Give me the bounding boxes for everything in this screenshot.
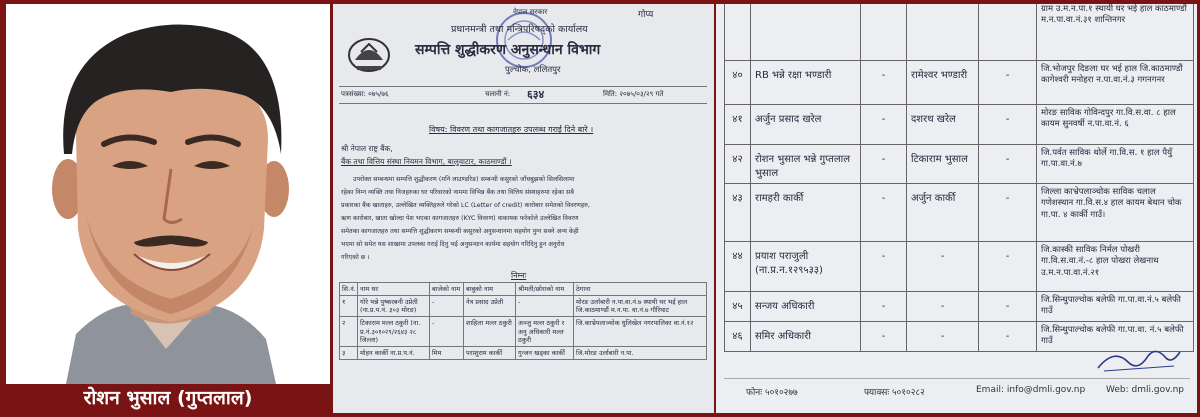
- row-number: ४१: [725, 105, 751, 145]
- row-father: टिकाराम भुसाल: [907, 145, 979, 184]
- row-father: अर्जुन कार्की: [907, 184, 979, 242]
- body-line: भएमा सो समेत यस शाखामा उपलब्ध गराई दिनु भई अनुसन्धान कार्यमा सहयोग गरिदिनु हुन अनुरोध: [341, 241, 565, 248]
- table-cell: टिकाराम मल्ल ठकुरी (ना. प्र.नं.३०१०२९/२६४३ २८ जिल्ला): [358, 317, 430, 346]
- row-father: [907, 4, 979, 61]
- footer-fax: फ्याक्सः ५०१०२८२: [864, 388, 925, 398]
- table-cell: २: [340, 317, 358, 346]
- table-header: बाबुको नाम: [464, 283, 516, 296]
- letter-table: [339, 282, 707, 360]
- row-spouse: -: [979, 292, 1037, 322]
- body-line: रहेका निम्न व्यक्ति तथा निजहरुका घर परिवारको नाममा विभिन्न बैंक तथा वित्तिय संस्थाहरुमा रहेका सबै: [341, 189, 574, 196]
- row-name: समिर अधिकारी: [751, 321, 861, 351]
- row-address: जि.भोजपुर दिङला घर भई हाल जि.काठमाण्डौं कागेश्वरी मनोहरा न.पा.वा.नं.३ गगनगनर: [1037, 61, 1194, 105]
- row-address: जिल्ला काभ्रेपलाञ्चोक साविक चलाल गणेशस्थान गा.वि.स.४ हाल कायम बेथान चोक गा.पा. ४ कार्की गाउँ।: [1037, 184, 1194, 242]
- table-header: नाम थर: [358, 283, 430, 296]
- row-spouse: [979, 4, 1037, 61]
- table-header: सि.नं.: [340, 283, 358, 296]
- row-grandfather: -: [861, 292, 907, 322]
- row-spouse: -: [979, 242, 1037, 292]
- row-grandfather: -: [861, 105, 907, 145]
- row-number: [725, 4, 751, 61]
- footer-rule: [724, 378, 1190, 379]
- table-cell: शाहिला मल्ल ठकुरी: [464, 317, 516, 346]
- table-cell: मोहन कार्की ना.प्र.प.नं.: [358, 346, 430, 359]
- table-cell: १: [340, 296, 358, 317]
- row-grandfather: -: [861, 321, 907, 351]
- row-number: ४३: [725, 184, 751, 242]
- body-line: उपरोक्त सम्बन्धमा सम्पत्ति शुद्धीकरण (मनि लाउण्डरिङ) सम्बन्धी कसुरको जाँचबुझको सिलसिलामा: [353, 176, 575, 183]
- table-row: [725, 105, 1194, 145]
- table-header: बाजेको नाम: [430, 283, 464, 296]
- table-row: [340, 296, 707, 317]
- row-spouse: -: [979, 61, 1037, 105]
- row-spouse: -: [979, 184, 1037, 242]
- table-cell: -: [516, 296, 574, 317]
- nepal-emblem-icon: [345, 32, 393, 74]
- office-location: पुल्चोक, ललितपुर: [505, 65, 561, 75]
- letter-panel: [333, 4, 714, 413]
- body-line: प्रकारका बैंक खाताहरु, उल्लेखित व्यक्तिहरुले गरेको LC (Letter of credit) कारोबार समेतको विवरणहरु,: [341, 202, 590, 209]
- row-grandfather: [861, 4, 907, 61]
- department-name: सम्पत्ति शुद्धीकरण अनुसन्धान विभाग: [415, 42, 601, 58]
- letter-subject: विषय: विवरण तथा कागजातहरु उपलब्ध गराई दिने बारे ।: [429, 125, 594, 134]
- row-grandfather: -: [861, 242, 907, 292]
- row-address: मोरङ साविक गोविन्दपुर गा.वि.स.वा. ८ हाल कायम सुनवर्षी न.पा.वा.नं. ६: [1037, 105, 1194, 145]
- row-spouse: -: [979, 321, 1037, 351]
- row-name: सन्जय अधिकारी: [751, 292, 861, 322]
- recipient-line-2: बैंक तथा वित्तिय संस्था नियमन विभाग, बालुवाटार, काठमाण्डौं ।: [341, 157, 512, 166]
- list-heading: निम्नः: [511, 271, 527, 280]
- portrait-photo: [6, 4, 330, 384]
- row-spouse: -: [979, 105, 1037, 145]
- office-name: प्रधानमन्त्री तथा मन्त्रिपरिषद्को कार्यालय: [451, 24, 588, 35]
- row-spouse: -: [979, 145, 1037, 184]
- table-cell: नेत्र प्रसाद उप्रेती: [464, 296, 516, 317]
- row-name: प्रयाश पराजुली (ना.प्र.न.१२९५३३): [751, 242, 861, 292]
- row-father: -: [907, 292, 979, 322]
- row-name: RB भन्ने रक्षा भण्डारी: [751, 61, 861, 105]
- dispatch-label: चलानी नं:: [485, 90, 511, 98]
- table-row: [725, 61, 1194, 105]
- row-father: -: [907, 321, 979, 351]
- table-cell: -: [430, 317, 464, 346]
- dispatch-number: ६३४: [527, 88, 545, 101]
- table-cell: ३: [340, 346, 358, 359]
- footer-email[interactable]: Email: info@dmli.gov.np: [976, 385, 1086, 395]
- gov-label: नेपाल सरकार: [513, 8, 548, 16]
- row-father: रामेश्वर भण्डारी: [907, 61, 979, 105]
- row-grandfather: -: [861, 61, 907, 105]
- table-cell: गुन्जन खड्का कार्की: [516, 346, 574, 359]
- table-cell: मिम: [430, 346, 464, 359]
- row-father: दशरथ खरेल: [907, 105, 979, 145]
- row-name: रोशन भुसाल भन्ने गुप्तलाल भुसाल: [751, 145, 861, 184]
- row-name: अर्जुन प्रसाद खरेल: [751, 105, 861, 145]
- table-cell: मोरङ उर्लाबारी न.पा.वा.नं.७ स्थायी घर भई हाल जि.काठमाण्डौं म.न.पा. वा.नं.७ गौरिघाट: [574, 296, 707, 317]
- row-address: ग्राम उ.म.न.पा.१ स्थायी घर भई हाल काठमाण्डौं म.न.पा.वा.नं.३१ शान्तिनगर: [1037, 4, 1194, 61]
- table-cell: अञ्जु मल्ल ठकुरी र अनु अधिकारी मल्ल ठकुरी: [516, 317, 574, 346]
- table-cell: पराशुराम कार्की: [464, 346, 516, 359]
- row-grandfather: -: [861, 145, 907, 184]
- table-cell: -: [430, 296, 464, 317]
- row-number: ४५: [725, 292, 751, 322]
- table-row: [725, 4, 1194, 61]
- suspect-list-table: [724, 4, 1194, 352]
- signature-icon: [1094, 344, 1184, 374]
- body-line: समेतका कागजातहरु तथा सम्पत्ति शुद्धीकरण सम्बन्धी कसुरको अनुसन्धानमा सहयोग पुग्न सक्ने अन्य केही: [341, 228, 579, 235]
- row-name: [751, 4, 861, 61]
- row-address: जि.पर्वत साविक थोर्ले गा.वि.स. १ हाल पैयुँ गा.पा.वा.नं.७: [1037, 145, 1194, 184]
- table-row: [340, 346, 707, 359]
- table-header: ठेगाना: [574, 283, 707, 296]
- portrait-panel: [6, 4, 330, 413]
- table-cell: जि.मोरङ उर्लाबारी न.पा.: [574, 346, 707, 359]
- portrait-caption: रोशन भुसाल (गुप्तलाल): [6, 384, 330, 413]
- confidential-mark: गोप्य: [638, 10, 654, 20]
- table-row: [340, 317, 707, 346]
- letter-number: पत्रसंख्या: ०७५/७६: [341, 90, 389, 98]
- table-header-row: [340, 283, 707, 296]
- table-header: श्रीमती/छोराको नाम: [516, 283, 574, 296]
- body-line: ऋण कारोबार, खाता खोल्दा पेश भएका कागजातहरु (KYC विवरण) वाकायक फरेकोले उल्लेखित विवरण: [341, 215, 579, 222]
- header-rule: [339, 86, 707, 87]
- row-address: जि.कास्की साविक निर्मल पोखरी गा.वि.स.वा.नं.-८ हाल पोखरा लेखनाथ उ.म.न.पा.वा.नं.२१: [1037, 242, 1194, 292]
- row-address: जि.सिन्धुपाल्चोक बलेफी गा.पा.वा. नं.५ बलेफी गाउँ: [1037, 321, 1194, 351]
- row-number: ४२: [725, 145, 751, 184]
- row-name: रामहरी कार्की: [751, 184, 861, 242]
- table-row: [725, 145, 1194, 184]
- table-cell: गोरे भन्ने पुष्करबनी उप्रेती (ना.प्र.प.नं. ३०३ मोरङ): [358, 296, 430, 317]
- letter-date: मिति: २०७५/०३/२९ गते: [603, 90, 664, 98]
- header-rule-2: [339, 103, 707, 104]
- table-row: [725, 242, 1194, 292]
- footer-phone: फोनः ५०१०२७७: [746, 388, 798, 398]
- footer-website[interactable]: Web: dmli.gov.np: [1106, 385, 1184, 395]
- table-row: [725, 184, 1194, 242]
- body-line: गरिएको छ ।: [341, 254, 370, 261]
- row-number: ४०: [725, 61, 751, 105]
- row-father: -: [907, 242, 979, 292]
- list-panel: [716, 4, 1197, 413]
- row-number: ४४: [725, 242, 751, 292]
- table-row: [725, 292, 1194, 322]
- row-address: जि.सिन्धुपाल्चोक बलेफी गा.पा.वा.नं.५ बलेफी गाउँ: [1037, 292, 1194, 322]
- table-cell: जि.काभ्रेपलाञ्चोक धुलिखेल नगरपालिका वा.नं.१२: [574, 317, 707, 346]
- row-number: ४६: [725, 321, 751, 351]
- recipient-line-1: श्री नेपाल राष्ट्र बैंक,: [341, 144, 393, 153]
- row-grandfather: -: [861, 184, 907, 242]
